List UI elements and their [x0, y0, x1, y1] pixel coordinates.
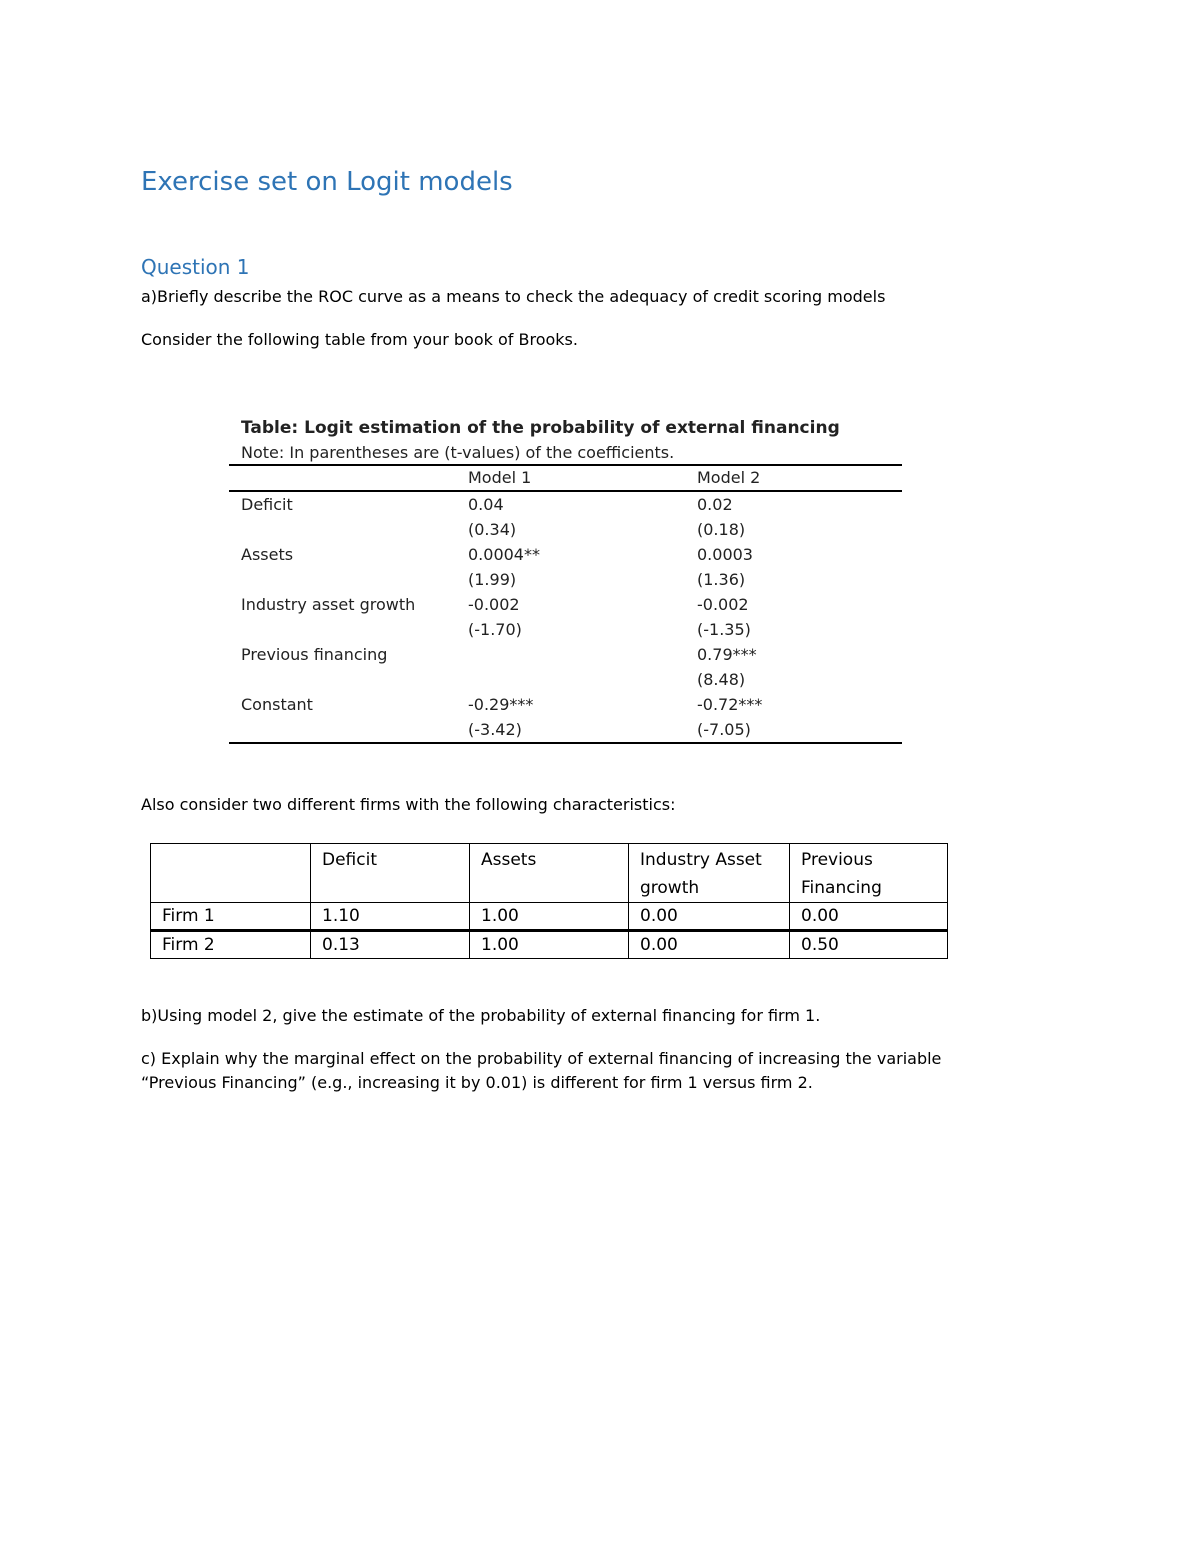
table-header-cell [151, 844, 311, 903]
table-row [229, 717, 902, 743]
table-cell: 0.13 [311, 931, 470, 959]
table-cell: 0.00 [629, 931, 790, 959]
firms-intro-text: Also consider two different firms with the following characteristics: [141, 795, 676, 814]
table-row [229, 517, 902, 542]
table-row [229, 692, 902, 717]
table-cell: 0.0003 [697, 545, 753, 564]
table-row [151, 931, 948, 959]
table-row [229, 567, 902, 592]
table-cell [229, 567, 456, 592]
table-cell: 0.50 [790, 931, 948, 959]
table-cell: -0.72*** [697, 695, 763, 714]
table-cell: Firm 2 [151, 931, 311, 959]
table-cell: (-1.70) [468, 620, 522, 639]
table-cell: -0.29*** [468, 695, 534, 714]
question-b-text: b)Using model 2, give the estimate of the probability of external financing for firm 1. [141, 1006, 821, 1025]
table-cell: (1.99) [468, 570, 517, 589]
table-cell: (-3.42) [456, 717, 685, 743]
question-c-text: c) Explain why the marginal effect on the probability of external financing of increasing the variable “Previous Financing” (e.g., increasing it by 0.01) is different for firm 1 versus firm 2. [141, 1049, 942, 1092]
table-cell: 0.00 [790, 903, 948, 931]
table-cell: 0.00 [629, 903, 790, 931]
table-header-cell: Assets [470, 844, 629, 903]
table-cell [229, 617, 456, 642]
table-row [229, 491, 902, 517]
table-cell: (0.18) [697, 520, 746, 539]
document-title: Exercise set on Logit models [141, 167, 513, 197]
firms-header-row [151, 844, 948, 903]
table-header-cell: Industry Asset growth [629, 844, 790, 903]
table-cell: (-7.05) [685, 717, 902, 743]
regression-header-cell: Model 2 [685, 466, 902, 491]
table-row [229, 542, 902, 567]
table-row [229, 642, 902, 667]
table-cell: (8.48) [697, 670, 746, 689]
consider-text: Consider the following table from your book of Brooks. [141, 330, 578, 349]
table-cell [229, 517, 456, 542]
regression-header-row [229, 466, 902, 491]
table-cell: (0.34) [468, 520, 517, 539]
table-cell [456, 667, 685, 692]
table-header-cell: Deficit [311, 844, 470, 903]
firms-table [150, 843, 948, 959]
regression-header-cell: Model 1 [456, 466, 685, 491]
table-cell: Previous financing [241, 645, 388, 664]
table-cell: Constant [241, 695, 313, 714]
question-a-text: a)Briefly describe the ROC curve as a means to check the adequacy of credit scoring models [141, 287, 886, 306]
table-row [229, 592, 902, 617]
regression-header-cell [229, 466, 456, 491]
table-cell: Firm 1 [151, 903, 311, 931]
table-cell: (-1.35) [697, 620, 751, 639]
table-cell: -0.002 [468, 595, 520, 614]
regression-table [229, 415, 902, 744]
regression-table-note: Note: In parentheses are (t-values) of the coefficients. [229, 441, 902, 466]
table-row [151, 903, 948, 931]
table-cell: 0.04 [468, 495, 504, 514]
table-cell: 1.00 [470, 903, 629, 931]
table-cell [229, 667, 456, 692]
table-cell: Assets [241, 545, 294, 564]
table-cell: Deficit [241, 495, 293, 514]
table-cell: 1.00 [470, 931, 629, 959]
table-cell: 0.0004** [468, 545, 540, 564]
table-cell [229, 717, 456, 743]
table-cell: Industry asset growth [241, 595, 416, 614]
table-header-cell: Previous Financing [790, 844, 948, 903]
question-heading: Question 1 [141, 255, 250, 279]
table-cell: (1.36) [697, 570, 746, 589]
table-cell: 0.02 [697, 495, 733, 514]
regression-table-title: Table: Logit estimation of the probability of external financing [241, 418, 840, 438]
table-cell [456, 642, 685, 667]
table-row [229, 617, 902, 642]
table-cell: 1.10 [311, 903, 470, 931]
table-row [229, 667, 902, 692]
table-cell: -0.002 [697, 595, 749, 614]
table-cell: 0.79*** [697, 645, 757, 664]
